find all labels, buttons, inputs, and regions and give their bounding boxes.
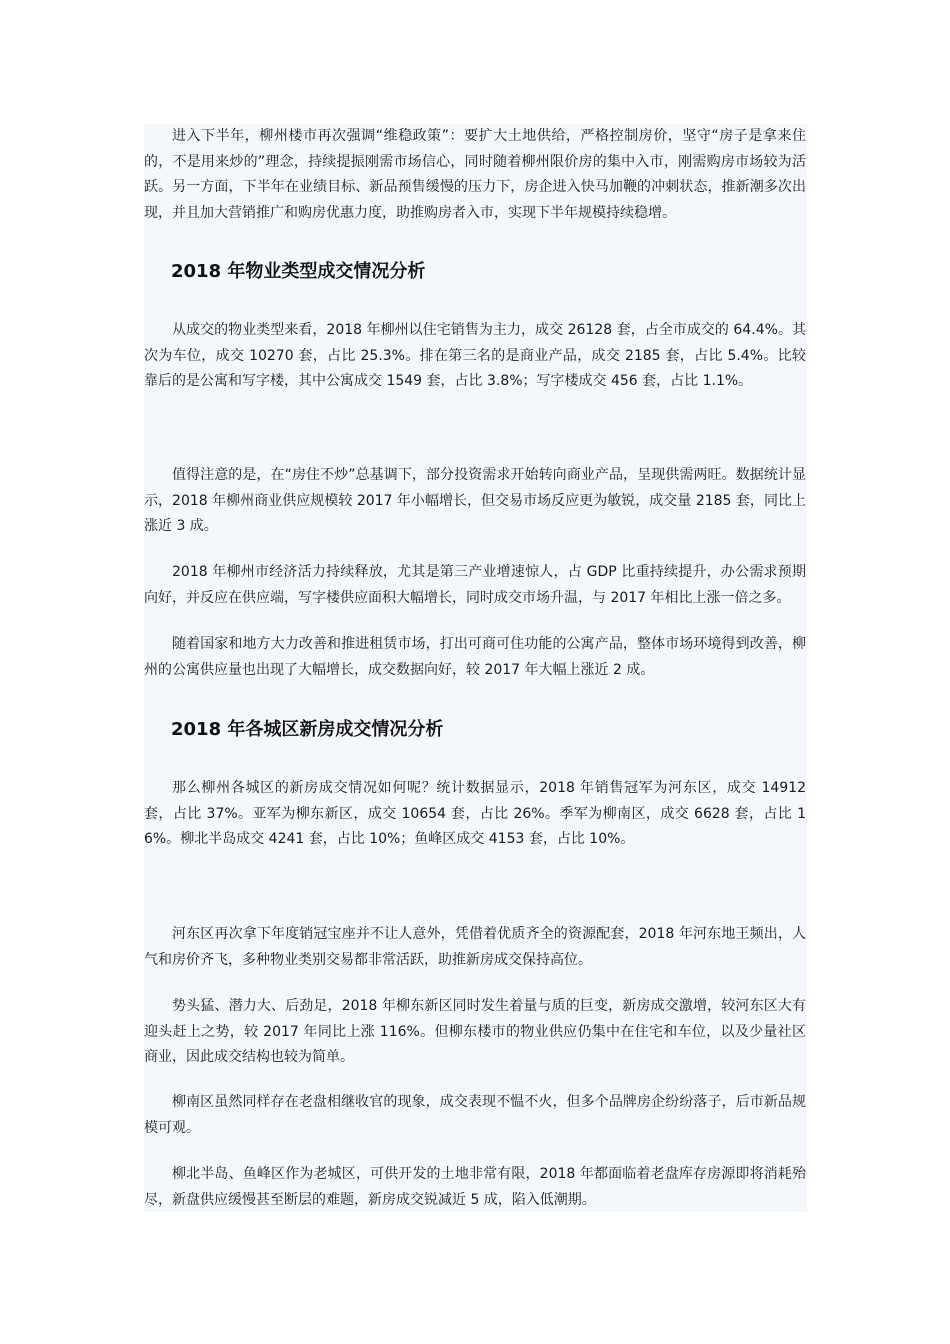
section-heading-property-types: 2018 年物业类型成交情况分析 [171, 261, 426, 282]
paragraph-commercial-products: 值得注意的是，在“房住不炒”总基调下，部分投资需求开始转向商业产品，呈现供需两旺。数据统计显示，2018 年柳州商业供应规模较 2017 年小幅增长，但交易市场反应更为敏锐，成交量 2185 套，同比上涨近 3 成。 [144, 467, 806, 534]
paragraph-intro-second-half: 进入下半年，柳州楼市再次强调“维稳政策”：要扩大土地供给，严格控制房价，坚守“房子是拿来住的，不是用来炒的”理念，持续提振刚需市场信心，同时随着柳州限价房的集中入市，刚需购房市场较为活跃。另一方面，下半年在业绩目标、新品预售缓慢的压力下，房企进入快马加鞭的冲刺状态，推新潮多次出现，并且加大营销推广和购房优惠力度，助推购房者入市，实现下半年规模持续稳增。 [144, 128, 806, 221]
paragraph-district-ranking: 那么柳州各城区的新房成交情况如何呢？统计数据显示，2018 年销售冠军为河东区，成交 14912 套，占比 37%。亚军为柳东新区，成交 10654 套，占比 26%。季军为柳南区，成交 6628 套，占比 16%。柳北半岛成交 4241 套，占比 10%；鱼峰区成交 4153 套，占比 10%。 [144, 780, 806, 847]
paragraph-hedong-district: 河东区再次拿下年度销冠宝座并不让人意外，凭借着优质齐全的资源配套，2018 年河东地王频出，人气和房价齐飞，多种物业类别交易都非常活跃，助推新房成交保持高位。 [144, 926, 806, 968]
section-heading-districts: 2018 年各城区新房成交情况分析 [171, 719, 444, 740]
paragraph-liudong-district: 势头猛、潜力大、后劲足，2018 年柳东新区同时发生着量与质的巨变，新房成交激增，较河东区大有迎头赶上之势，较 2017 年同比上涨 116%。但柳东楼市的物业供应仍集中在住宅和车位，以及少量社区商业，因此成交结构也较为简单。 [144, 998, 806, 1065]
paragraph-liunan-district: 柳南区虽然同样存在老盘相继收官的现象，成交表现不愠不火，但多个品牌房企纷纷落子，后市新品规模可观。 [144, 1094, 806, 1136]
paragraph-liubei-yufeng-district: 柳北半岛、鱼峰区作为老城区，可供开发的土地非常有限，2018 年都面临着老盘库存房源即将消耗殆尽，新盘供应缓慢甚至断层的难题，新房成交锐减近 5 成，陷入低潮期。 [144, 1166, 806, 1208]
paragraph-apartment-market: 随着国家和地方大力改善和推进租赁市场，打出可商可住功能的公寓产品，整体市场环境得到改善，柳州的公寓供应量也出现了大幅增长，成交数据向好，较 2017 年大幅上涨近 2 成。 [144, 636, 806, 678]
paragraph-property-type-breakdown: 从成交的物业类型来看，2018 年柳州以住宅销售为主力，成交 26128 套，占全市成交的 64.4%。其次为车位，成交 10270 套，占比 25.3%。排在第三名的是商业产品，成交 2185 套，占比 5.4%。比较靠后的是公寓和写字楼，其中公寓成交 1549 套，占比 3.8%；写字楼成交 456 套，占比 1.1%。 [144, 322, 806, 389]
paragraph-office-market: 2018 年柳州市经济活力持续释放，尤其是第三产业增速惊人，占 GDP 比重持续提升，办公需求预期向好，并反应在供应端，写字楼供应面积大幅增长，同时成交市场升温，与 2017 年相比上涨一倍之多。 [144, 564, 806, 606]
